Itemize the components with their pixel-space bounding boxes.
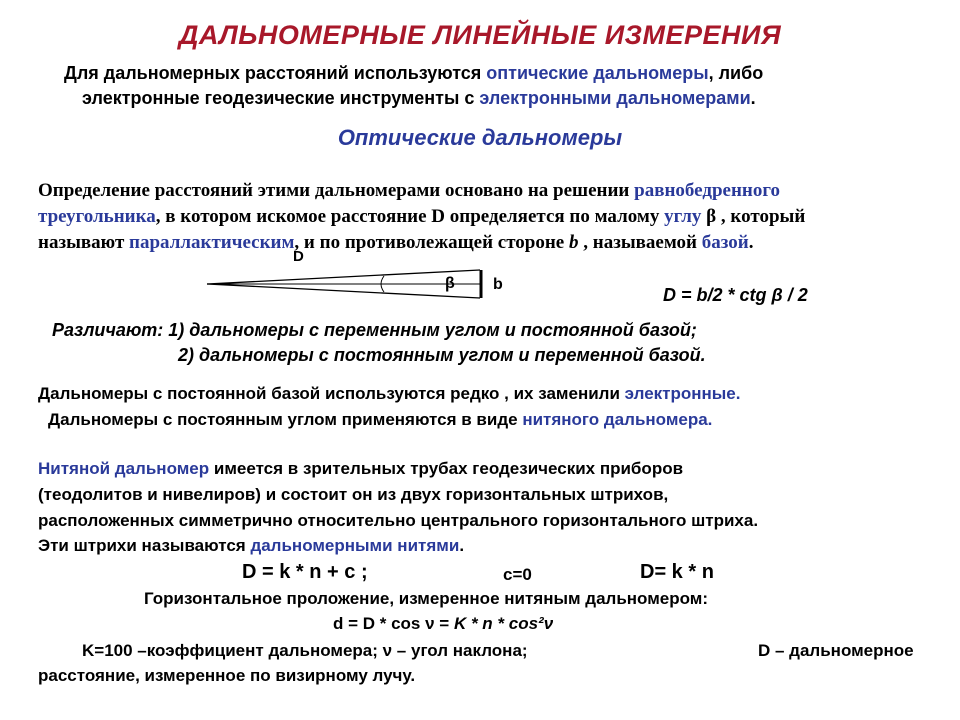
triangle-link[interactable]: треугольника [38,206,156,227]
usage-text: Дальномеры с постоянной базой используются редко , их заменили [38,384,625,403]
intro-text: электронные геодезические инструменты с [82,88,480,108]
optical-rangefinders-link[interactable]: оптические дальномеры [486,63,709,83]
notes-line-2: расстояние, измеренное по визирному лучу. [38,666,416,685]
intro-text: Для дальномерных расстояний используются [64,63,487,83]
formula-full: D = k * n + c ; [242,561,368,583]
thread-rangefinder-term[interactable]: Нитяной дальномер [38,459,210,478]
thread-line-1 [38,459,683,479]
diagram-label-d: D [293,248,304,265]
definition-text: , и по противолежащей стороне [294,232,569,253]
isosceles-link[interactable]: равнобедренного [634,180,780,201]
intro-text: , либо [708,63,764,83]
definition-text: называют [38,232,130,253]
horizontal-distance-label: Горизонтальное проложение, измеренное нитяным дальномером: [144,589,709,608]
intro-text: . [750,88,756,108]
base-link[interactable]: базой [701,232,749,253]
usage-text: Дальномеры с постоянным углом применяются в виде [48,410,523,429]
angle-link[interactable]: углу [664,206,702,227]
thread-text: имеется в зрительных трубах геодезических приборов [209,459,684,478]
usage-line-2 [48,410,712,430]
thread-text: Эти штрихи называются [38,536,251,555]
distance-formula: D = b/2 * ctg β / 2 [663,285,808,305]
types-line-1: Различают: 1) дальномеры с переменным углом и постоянной базой; [52,320,697,340]
triangle-upper-side [207,270,480,284]
definition-text: , называемой [578,232,702,253]
formula-text: d = D * cos ν = [333,614,454,633]
base-symbol: b [569,232,579,253]
usage-line-1 [38,384,741,404]
diagram-label-beta: β [445,275,455,292]
horizontal-distance-formula [333,614,553,634]
notes-line-1-right: D – дальномерное [758,641,914,660]
electronic-link[interactable]: электронные. [624,384,741,403]
definition-text: β , который [701,206,806,227]
page-title: ДАЛЬНОМЕРНЫЕ ЛИНЕЙНЫЕ ИЗМЕРЕНИЯ [178,20,782,50]
triangle-lower-side [207,284,480,298]
thread-rangefinder-link[interactable]: нитяного дальномера. [522,410,713,429]
definition-text: Определение расстояний этими дальномерами основано на решении [38,180,635,201]
diagram-label-b: b [493,276,503,293]
formula-text-italic: K * n * cos²ν [453,614,554,633]
section-subtitle: Оптические дальномеры [337,125,623,150]
electronic-rangefinders-link[interactable]: электронными дальномерами [479,88,751,108]
thread-line-3: расположенных симметрично относительно центрального горизонтального штриха. [38,511,759,530]
parallactic-link[interactable]: параллактическим [129,232,295,253]
definition-text: . [748,232,754,253]
thread-line-4 [38,536,464,556]
stadia-threads-link[interactable]: дальномерными нитями [250,536,460,555]
thread-line-2: (теодолитов и нивелиров) и состоит он из двух горизонтальных штрихов, [38,485,669,504]
notes-line-1: K=100 –коэффициент дальномера; ν – угол наклона; [82,641,528,660]
formula-c-zero: c=0 [503,565,532,584]
thread-text: . [459,536,465,555]
types-line-2: 2) дальномеры с постоянным углом и переменной базой. [178,345,706,365]
definition-text: , в котором искомое расстояние D определяется по малому [155,206,665,227]
formula-simple: D= k * n [640,561,714,583]
